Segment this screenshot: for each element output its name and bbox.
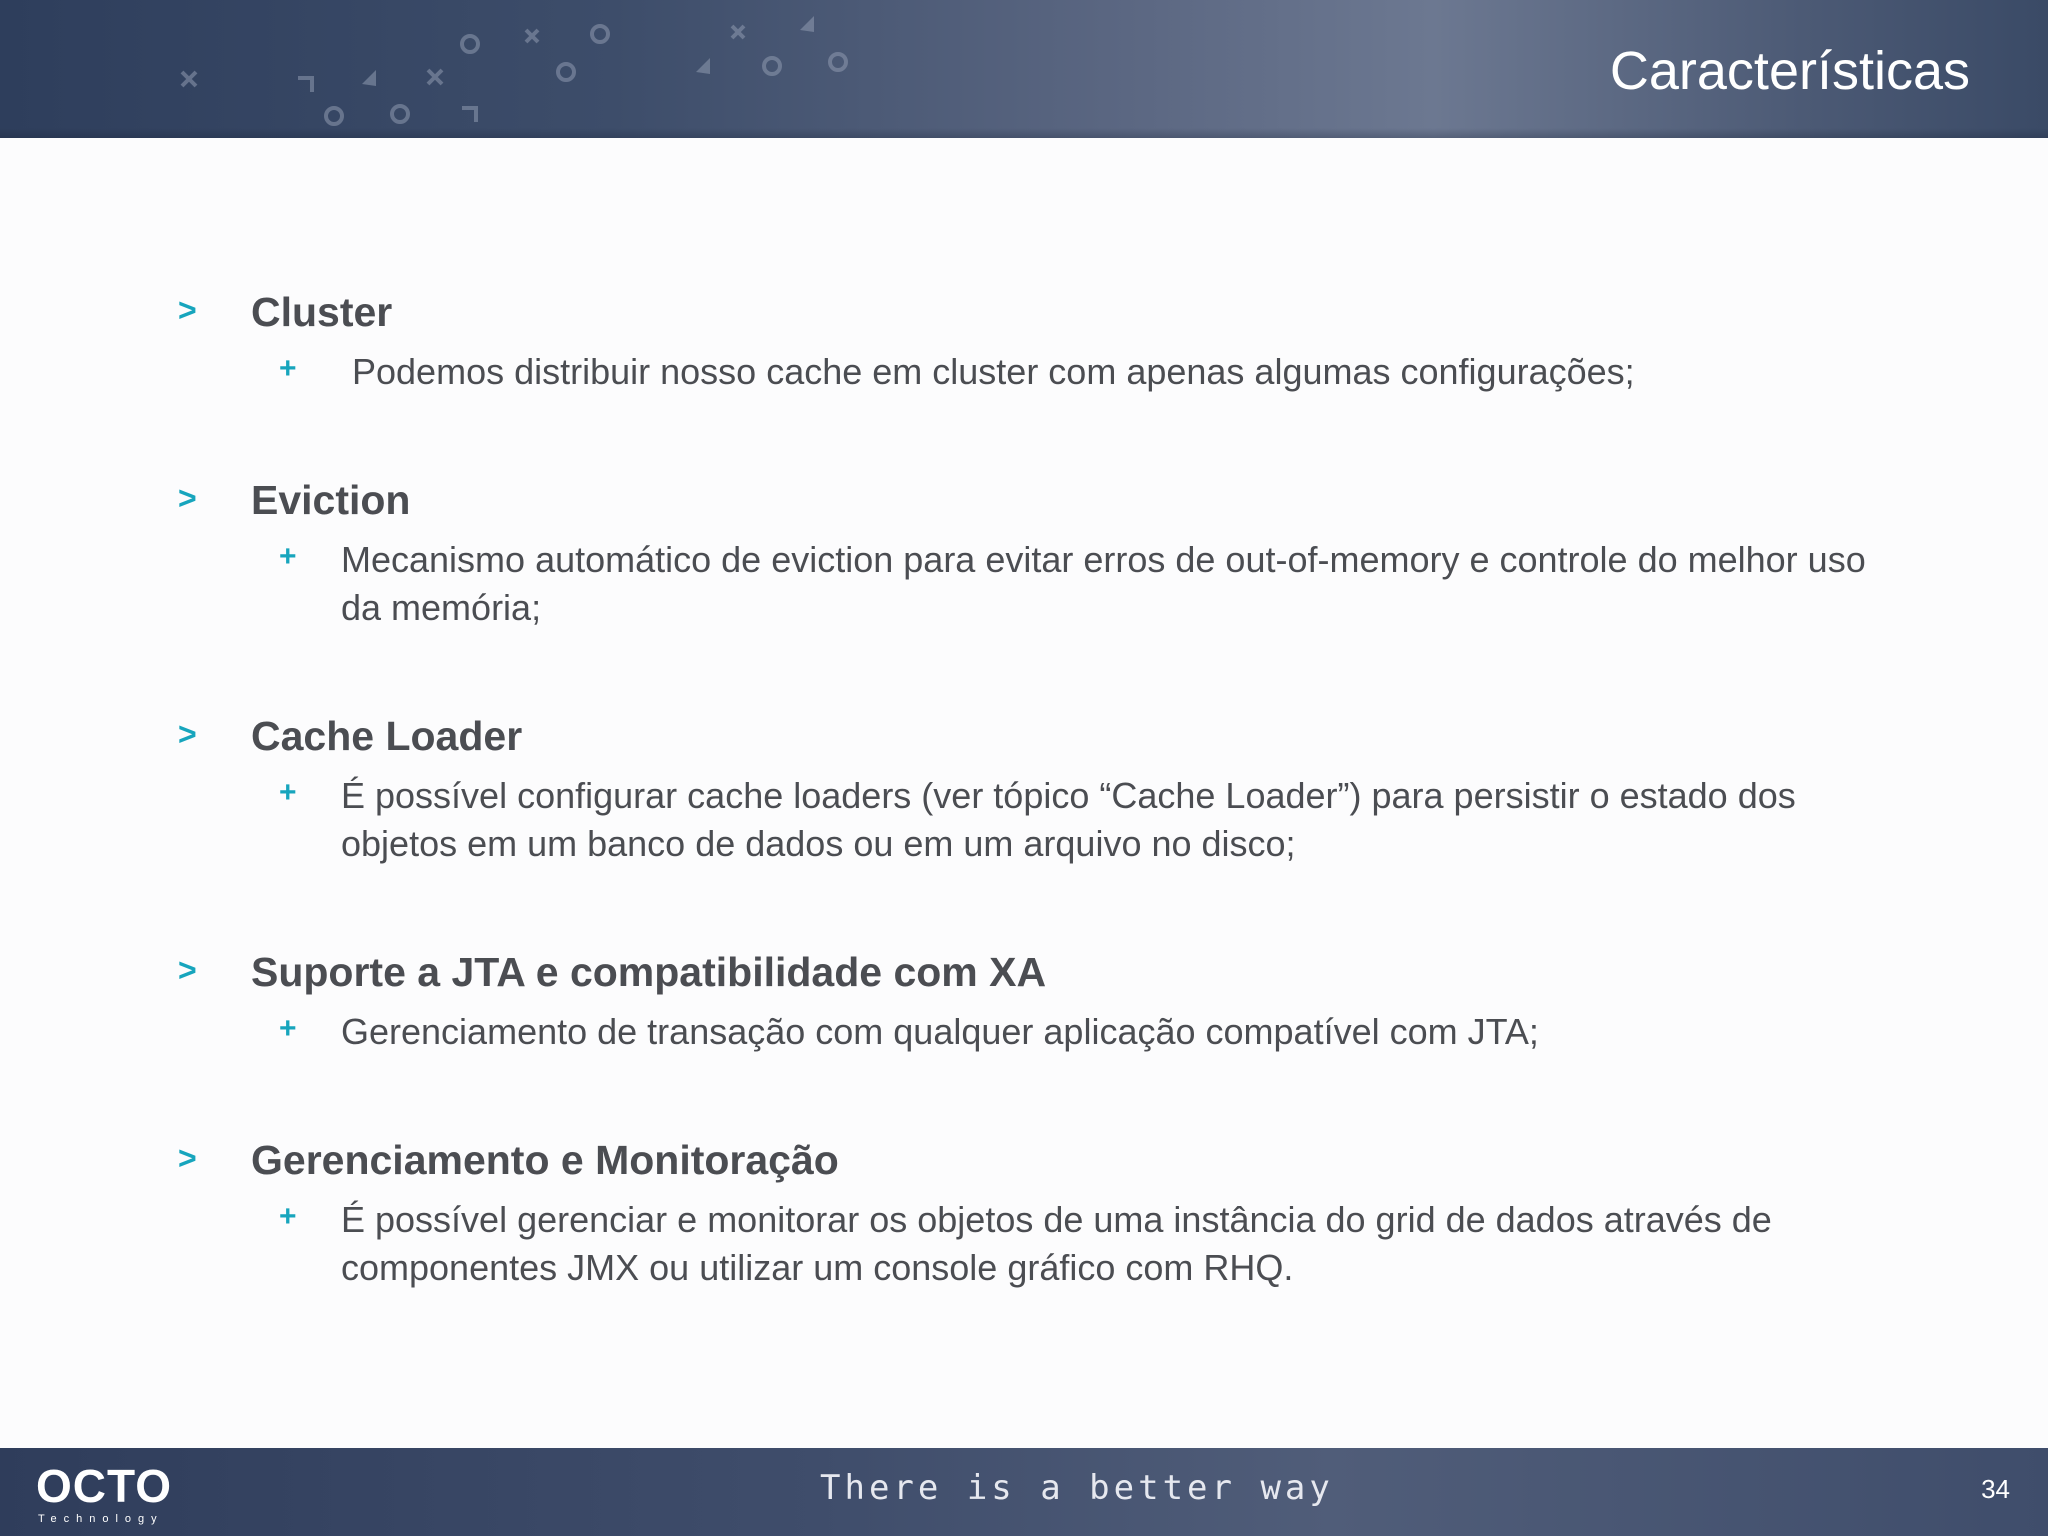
slide-footer	[0, 1448, 2048, 1536]
section-heading: Gerenciamento e Monitoração	[251, 1137, 839, 1183]
plus-icon: +	[279, 776, 297, 809]
section-heading: Eviction	[251, 477, 411, 523]
section-body-text: Mecanismo automático de eviction para evitar erros de out-of-memory e controle do melhor uso da memória;	[341, 539, 1866, 628]
plus-icon: +	[279, 352, 297, 385]
svg-text:Technology: Technology	[38, 1513, 164, 1525]
section-heading: Cluster	[251, 289, 393, 335]
section-body-text: É possível configurar cache loaders (ver tópico “Cache Loader”) para persistir o estado dos objetos em um banco de dados ou em um arquivo no disco;	[341, 775, 1796, 864]
section-body-text: É possível gerenciar e monitorar os objetos de uma instância do grid de dados através de componentes JMX ou utilizar um console gráfico com RHQ.	[341, 1199, 1772, 1288]
section-body-text: Podemos distribuir nosso cache em cluster com apenas algumas configurações;	[352, 351, 1635, 392]
plus-icon: +	[279, 1012, 297, 1045]
section-heading: Suporte a JTA e compatibilidade com XA	[251, 949, 1047, 995]
chevron-right-icon: >	[178, 480, 197, 516]
plus-icon: +	[279, 1200, 297, 1233]
chevron-right-icon: >	[178, 716, 197, 752]
page-number: 34	[1981, 1474, 2010, 1504]
section-heading: Cache Loader	[251, 713, 523, 759]
plus-icon: +	[279, 540, 297, 573]
chevron-right-icon: >	[178, 1140, 197, 1176]
svg-text:OCTO: OCTO	[36, 1462, 173, 1512]
section-body-text: Gerenciamento de transação com qualquer aplicação compatível com JTA;	[341, 1011, 1539, 1052]
slide-title: Características	[1609, 41, 1970, 101]
footer-tagline: There is a better way	[820, 1468, 1334, 1508]
octo-logo	[36, 1462, 206, 1526]
chevron-right-icon: >	[178, 292, 197, 328]
chevron-right-icon: >	[178, 952, 197, 988]
